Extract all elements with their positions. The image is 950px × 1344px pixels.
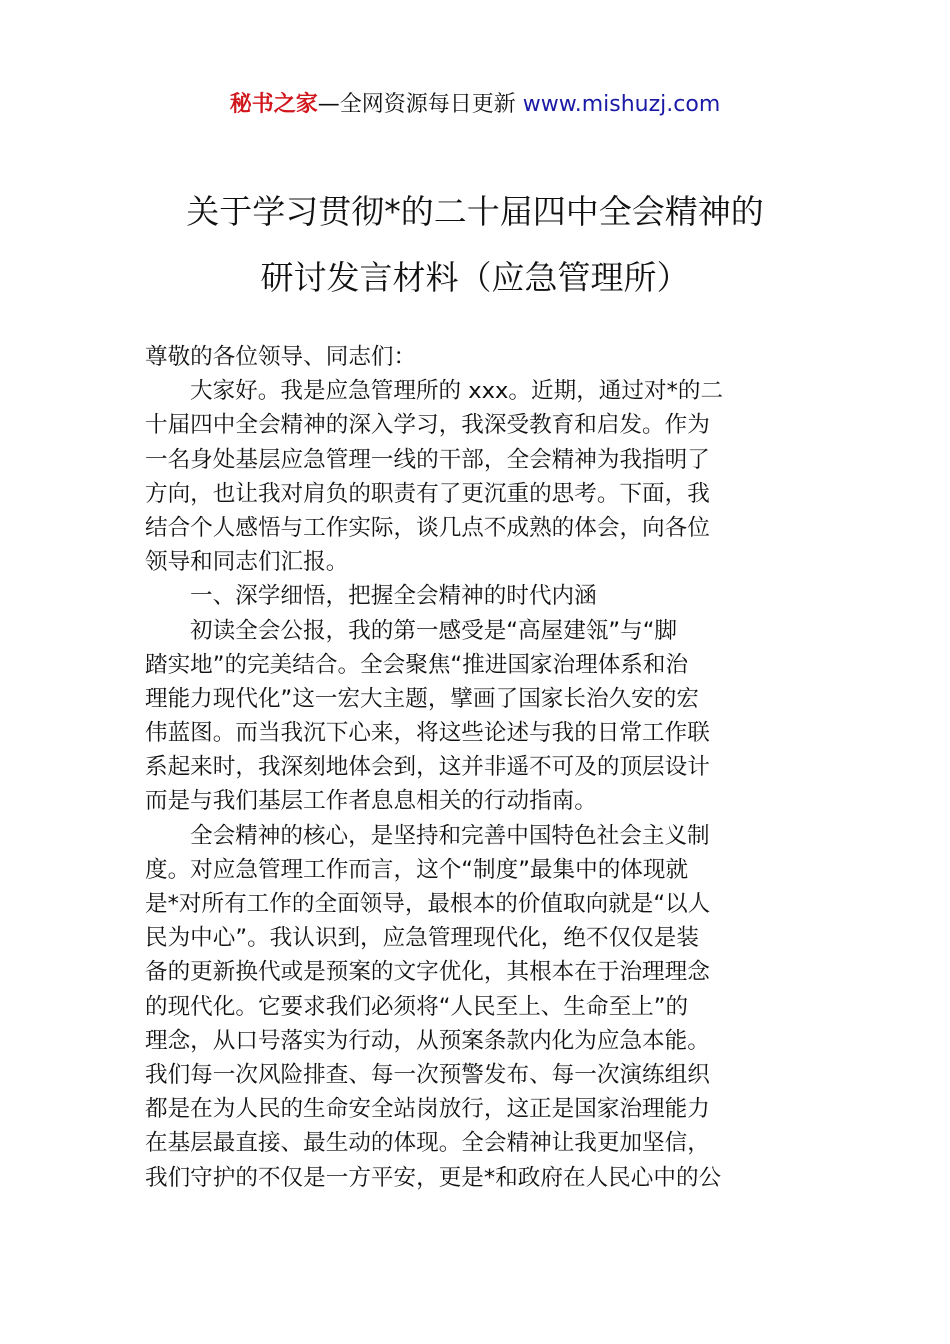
- paragraph-line: 踏实地”的完美结合。全会聚焦“推进国家治理体系和治: [145, 651, 689, 678]
- paragraph-line: 十届四中全会精神的深入学习，我深受教育和启发。作为: [145, 412, 710, 439]
- paragraph-line: 理念，从口号落实为行动，从预案条款内化为应急本能。: [145, 1027, 710, 1054]
- paragraph-line: 理能力现代化”这一宏大主题，擘画了国家长治久安的宏: [145, 685, 699, 712]
- site-url-link[interactable]: www.mishuzj.com: [522, 92, 721, 117]
- paragraph-line: 的现代化。它要求我们必须将“人民至上、生命至上”的: [145, 993, 689, 1020]
- paragraph-line: 而是与我们基层工作者息息相关的行动指南。: [145, 788, 597, 815]
- paragraph-line: 我们每一次风险排查、每一次预警发布、每一次演练组织: [145, 1061, 710, 1088]
- paragraph-line: 度。对应急管理工作而言，这个“制度”最集中的体现就: [145, 856, 689, 883]
- site-brand: 秘书之家: [229, 92, 318, 117]
- paragraph-line: 是*对所有工作的全面领导，最根本的价值取向就是“以人: [145, 891, 711, 917]
- site-tagline: —全网资源每日更新: [317, 92, 523, 117]
- paragraph-line: 方向，也让我对肩负的职责有了更沉重的思考。下面，我: [145, 480, 710, 507]
- paragraph-line: 备的更新换代或是预案的文字优化，其根本在于治理理念: [145, 959, 710, 986]
- paragraph-line: 大家好。我是应急管理所的 xxx。近期，通过对*的二: [190, 378, 724, 405]
- paragraph-line: 结合个人感悟与工作实际，谈几点不成熟的体会，向各位: [145, 514, 710, 541]
- paragraph-line: 初读全会公报，我的第一感受是“高屋建瓴”与“脚: [190, 617, 677, 644]
- paragraph-line: 都是在为人民的生命安全站岗放行，这正是国家治理能力: [145, 1096, 710, 1123]
- paragraph-line: 领导和同志们汇报。: [145, 549, 349, 576]
- salutation-line: 尊敬的各位领导、同志们：: [145, 344, 417, 370]
- paragraph-line: 一名身处基层应急管理一线的干部，全会精神为我指明了: [145, 446, 710, 473]
- document-title-line-1: 关于学习贯彻*的二十届四中全会精神的: [186, 192, 764, 231]
- paragraph-line: 系起来时，我深刻地体会到，这并非遥不可及的顶层设计: [145, 754, 710, 781]
- paragraph-line: 伟蓝图。而当我沉下心来，将这些论述与我的日常工作联: [145, 720, 710, 747]
- site-header: [0, 88, 950, 122]
- document-title-line-2: 研讨发言材料（应急管理所）: [260, 258, 690, 297]
- paragraph-line: 在基层最直接、最生动的体现。全会精神让我更加坚信，: [145, 1130, 710, 1157]
- document-body: [145, 340, 810, 1195]
- paragraph-line: 民为中心”。我认识到，应急管理现代化，绝不仅仅是装: [145, 925, 699, 952]
- section-heading: 一、深学细悟，把握全会精神的时代内涵: [190, 583, 597, 610]
- paragraph-line: 我们守护的不仅是一方平安，更是*和政府在人民心中的公: [145, 1164, 722, 1191]
- paragraph-line: 全会精神的核心，是坚持和完善中国特色社会主义制: [190, 822, 710, 849]
